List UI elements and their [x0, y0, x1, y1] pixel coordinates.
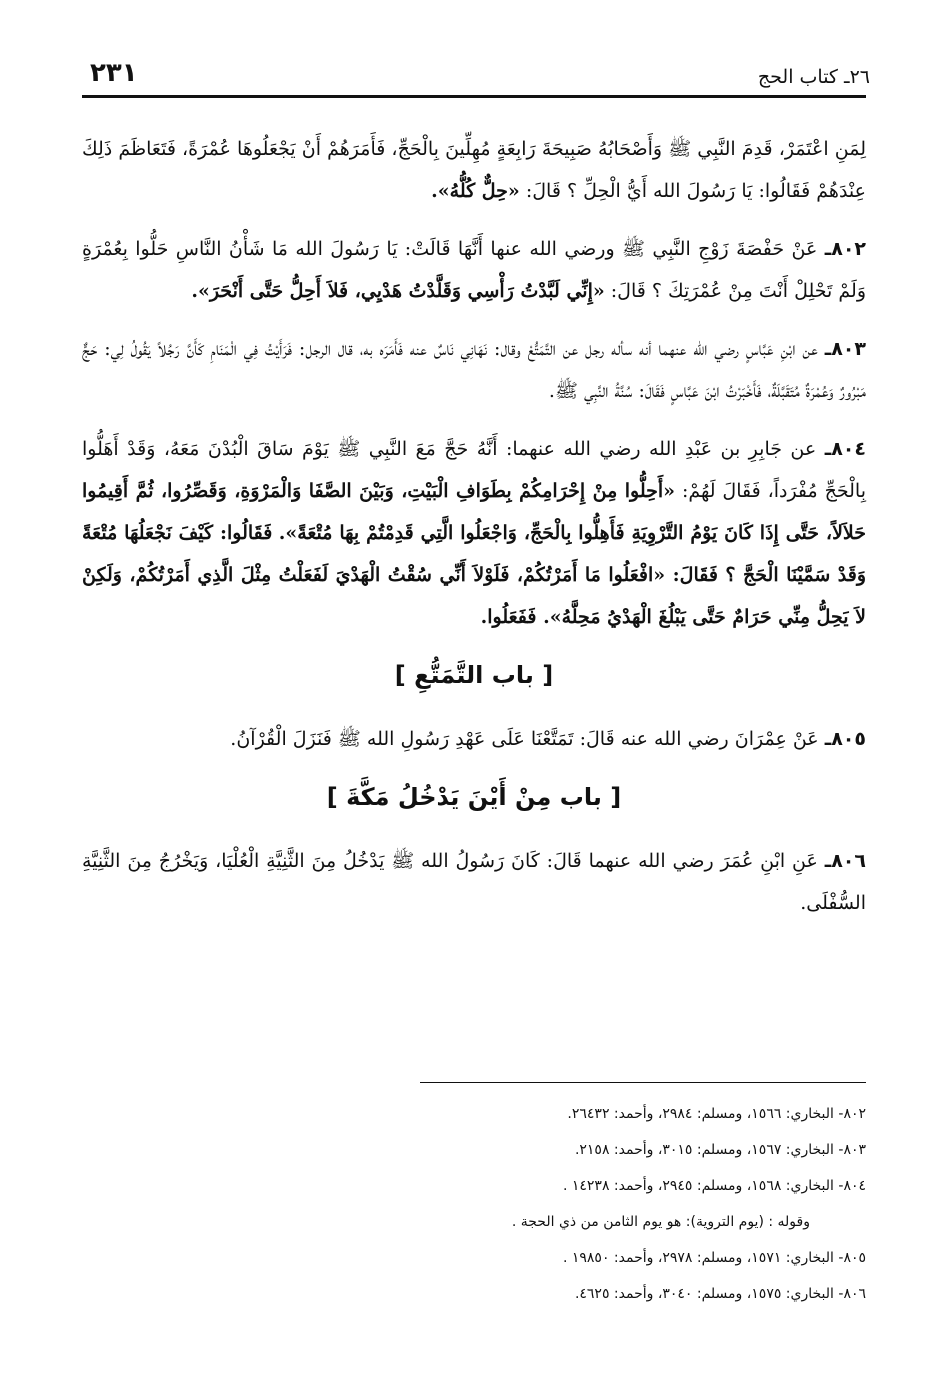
hadith-text: عن ابْنِ عَبَّاسٍ رضي الله عنهما أنه سأله رجل عن التَّمَتُّعْ وقال: نَهَانِي نَاسٌ عنه فَأَمَرَه به، قال الرجل: فَرَأَيْتُ فِي الْمَنَامِ كَأَنَّ رَجُلاً يَقُولُ لِي: حَجٌّ مَبْرُورٌ وَعُمْرَةٌ مُتَقَبَّلَةٌ، فَأَخْبَرْتُ ابْنَ عَبَّاسٍ فَقَالَ: سُنَّةُ النَّبِي ﷺ.: [82, 338, 866, 402]
hadith-paragraph: [82, 328, 866, 412]
hadith-text: عَنِ ابْنِ عُمَرَ رضي الله عنهما قَالَ: كَانَ رَسُولُ الله ﷺ يَدْخُلُ مِنَ الثَّنِيَّةِ الْعُلْيَا، وَيَخْرُجُ مِنَ الثَّنِيَّةِ السُّفْلَى.: [82, 850, 866, 914]
hadith-paragraph: [82, 718, 866, 760]
hadith-number: ٨٠٣ـ: [824, 338, 866, 360]
hadith-text: لِمَنِ اعْتَمَرْ، قَدِمَ النَّبِي ﷺ وَأَصْحَابُهُ صَبِيحَةَ رَابِعَةٍ مُهِلِّينَ بِالْحَجِّ، فَأَمَرَهُمْ أَنْ يَجْعَلُوهَا عُمْرَةً، فَتَعَاظَمَ ذَلِكَ عِنْدَهُمْ فَقَالُوا: يَا رَسُولَ الله أَيُّ الْحِلِّ ؟ قَالَ:: [82, 138, 866, 202]
chapter-title: ٢٦ـ كتاب الحج: [757, 66, 870, 88]
footnote: ٨٠٥- البخاري: ١٥٧١، ومسلم: ٢٩٧٨، وأحمد: ١٩٨٥٠ .: [562, 1250, 866, 1266]
hadith-paragraph: [82, 428, 866, 638]
hadith-number: ٨٠٥ـ: [824, 728, 866, 750]
hadith-text: عَنْ حَفْصَةَ زَوْجِ النَّبِي ﷺ ورضي الله عنها أَنَّهَا قَالَتْ: يَا رَسُولَ الله مَا شَأْنُ النَّاسِ حَلُّوا بِعُمْرَةٍ وَلَمْ تَحْلِلْ أَنْتَ مِنْ عُمْرَتِكَ ؟ قَالَ:: [82, 238, 866, 302]
hadith-quote: «حِلٌّ كُلُّهُ».: [431, 180, 520, 202]
footnote-rule: [420, 1082, 866, 1083]
hadith-number: ٨٠٢ـ: [824, 238, 867, 260]
hadith-number: ٨٠٦ـ: [824, 850, 866, 872]
hadith-text: عَنْ عِمْرَانَ رضي الله عنه قَالَ: تَمَتَّعْنَا عَلَى عَهْدِ رَسُولِ الله ﷺ فَنَزَلَ الْقُرْآنُ.: [230, 728, 819, 750]
footnote: ٨٠٣- البخاري: ١٥٦٧، ومسلم: ٣٠١٥، وأحمد: ٢١٥٨.: [574, 1142, 866, 1158]
footnote-note: وقوله : (يوم التروية): هو يوم الثامن من ذي الحجة .: [511, 1214, 810, 1230]
hadith-quote: «إِنِّي لَبَّدْتُ رَأْسِي وَقَلَّدْتُ هَدْيِي، فَلاَ أَحِلُّ حَتَّى أَنْحَرَ».: [191, 280, 605, 302]
hadith-paragraph: [82, 228, 866, 312]
footnote: ٨٠٦- البخاري: ١٥٧٥، ومسلم: ٣٠٤٠، وأحمد: ٤٦٢٥.: [574, 1286, 866, 1302]
page-number: ٢٣١: [90, 58, 138, 88]
footnote: ٨٠٢- البخاري: ١٥٦٦، ومسلم: ٢٩٨٤، وأحمد: ٢٦٤٣٢.: [567, 1106, 866, 1122]
hadith-quote: «أَحِلُّوا مِنْ إِحْرَامِكُمْ بِطَوَافِ الْبَيْتِ، وَبَيْنَ الصَّفَا وَالْمَرْوَةِ، وَقَصِّرُوا، ثُمَّ أَقِيمُوا حَلاَلاً، حَتَّى إِذَا كَانَ يَوْمُ التَّرْوِيَةِ فَأَهِلُّوا بِالْحَجِّ، وَاجْعَلُوا الَّتِي قَدِمْتُمْ بِهَا مُتْعَةً».: [82, 480, 866, 544]
footnotes: [426, 1096, 866, 1312]
section-title: [ باب التَّمَتُّعِ ]: [394, 661, 554, 689]
hadith-paragraph: [82, 128, 866, 212]
main-text: [82, 128, 866, 940]
section-title: [ باب مِنْ أَيْنَ يَدْخُلُ مَكَّةَ ]: [326, 783, 622, 811]
hadith-continuation: فَقَالُوا: كَيْفَ نَجْعَلُهَا مُتْعَةً وَقَدْ سَمَّيْنَا الْحَجَّ ؟ فَقَالَ: «افْعَلُوا مَا أَمَرْتُكُمْ، فَلَوْلاَ أَنِّي سُقْتُ الْهَدْيَ لَفَعَلْتُ مِثْلَ الَّذِي أَمَرْتُكُمْ، وَلَكِنْ لاَ يَحِلُّ مِنِّي حَرَامٌ حَتَّى يَبْلُغَ الْهَدْيُ مَحِلَّهُ». فَفَعَلُوا.: [82, 522, 866, 628]
hadith-number: ٨٠٤ـ: [824, 438, 866, 460]
footnote: ٨٠٤- البخاري: ١٥٦٨، ومسلم: ٢٩٤٥، وأحمد: ١٤٢٣٨ .: [562, 1178, 866, 1194]
header-rule: [82, 95, 866, 98]
hadith-paragraph: [82, 840, 866, 924]
page-header: [82, 58, 870, 94]
hadith-text: عن جَابِرِ بن عَبْدِ الله رضي الله عنهما: أَنَّهُ حَجَّ مَعَ النَّبِي ﷺ يَوْمَ سَاقَ الْبُدْنَ مَعَهُ، وَقَدْ أَهَلُّوا بِالْحَجِّ مُفْرَداً، فَقَالَ لَهُمْ:: [82, 438, 866, 502]
